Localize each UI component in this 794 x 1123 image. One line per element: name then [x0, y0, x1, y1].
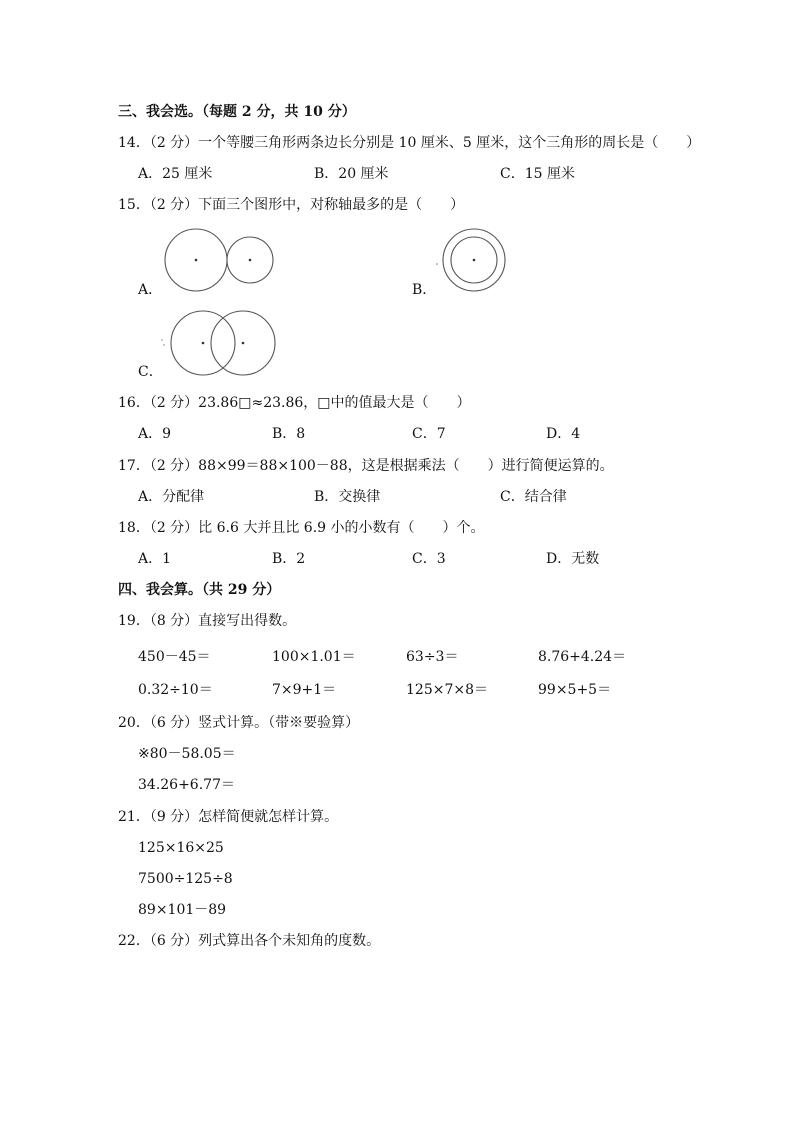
q16-option-b: B．8: [272, 426, 306, 442]
q19-item: 450－45＝: [138, 649, 211, 665]
q19-item: 63÷3＝: [406, 649, 459, 665]
q15-label-b: B．: [412, 282, 437, 298]
q17-option-a: A．分配律: [138, 489, 205, 505]
question-19: 19．（8 分）直接写出得数。: [118, 613, 297, 629]
figure-two-tangent-circles: [160, 226, 280, 296]
section-3-heading: 三、我会选。（每题 2 分，共 10 分）: [118, 104, 356, 120]
q19-item: 125×7×8＝: [406, 682, 488, 698]
q14-option-a: A．25 厘米: [138, 166, 213, 182]
q19-item: 8.76+4.24＝: [538, 649, 627, 665]
q21-item: 7500÷125÷8: [138, 871, 233, 887]
question-21: 21．（9 分）怎样简便就怎样计算。: [118, 809, 339, 825]
q18-option-c: C．3: [412, 551, 446, 567]
q19-item: 0.32÷10＝: [138, 682, 213, 698]
q18-option-b: B．2: [272, 551, 306, 567]
question-14: 14．（2 分）一个等腰三角形两条边长分别是 10 厘米、5 厘米，这个三角形的周长是（ ）: [118, 135, 701, 151]
q20-item: 34.26+6.77＝: [138, 777, 235, 793]
q19-item: 99×5+5＝: [538, 682, 612, 698]
figure-concentric-circles: [436, 226, 516, 296]
figure-overlapping-circles: [160, 308, 280, 380]
q18-option-d: D．无数: [546, 551, 600, 567]
q14-option-c: C．15 厘米: [500, 166, 575, 182]
q21-item: 89×101－89: [138, 902, 227, 918]
q17-option-b: B．交换律: [314, 489, 381, 505]
q16-option-c: C．7: [412, 426, 446, 442]
question-18: 18．（2 分）比 6.6 大并且比 6.9 小的小数有（ ）个。: [118, 520, 485, 536]
question-17: 17．（2 分）88×99＝88×100－88，这是根据乘法（ ）进行简便运算的。: [118, 458, 614, 474]
question-22: 22．（6 分）列式算出各个未知角的度数。: [118, 933, 381, 949]
q16-option-a: A．9: [138, 426, 172, 442]
question-16: 16．（2 分）23.86□≈23.86，□中的值最大是（ ）: [118, 395, 471, 411]
q18-option-a: A．1: [138, 551, 172, 567]
q21-item: 125×16×25: [138, 840, 224, 856]
q14-option-b: B．20 厘米: [314, 166, 389, 182]
q19-item: 100×1.01＝: [272, 649, 356, 665]
q15-label-c: C．: [138, 364, 163, 380]
section-4-heading: 四、我会算。（共 29 分）: [118, 582, 281, 598]
q17-option-c: C．结合律: [500, 489, 567, 505]
q15-label-a: A．: [138, 282, 163, 298]
q19-item: 7×9+1＝: [272, 682, 337, 698]
question-20: 20．（6 分）竖式计算。（带※要验算）: [118, 715, 360, 731]
q16-option-d: D．4: [546, 426, 581, 442]
question-15: 15．（2 分）下面三个图形中，对称轴最多的是（ ）: [118, 197, 465, 213]
q20-item: ※80－58.05＝: [138, 746, 236, 762]
